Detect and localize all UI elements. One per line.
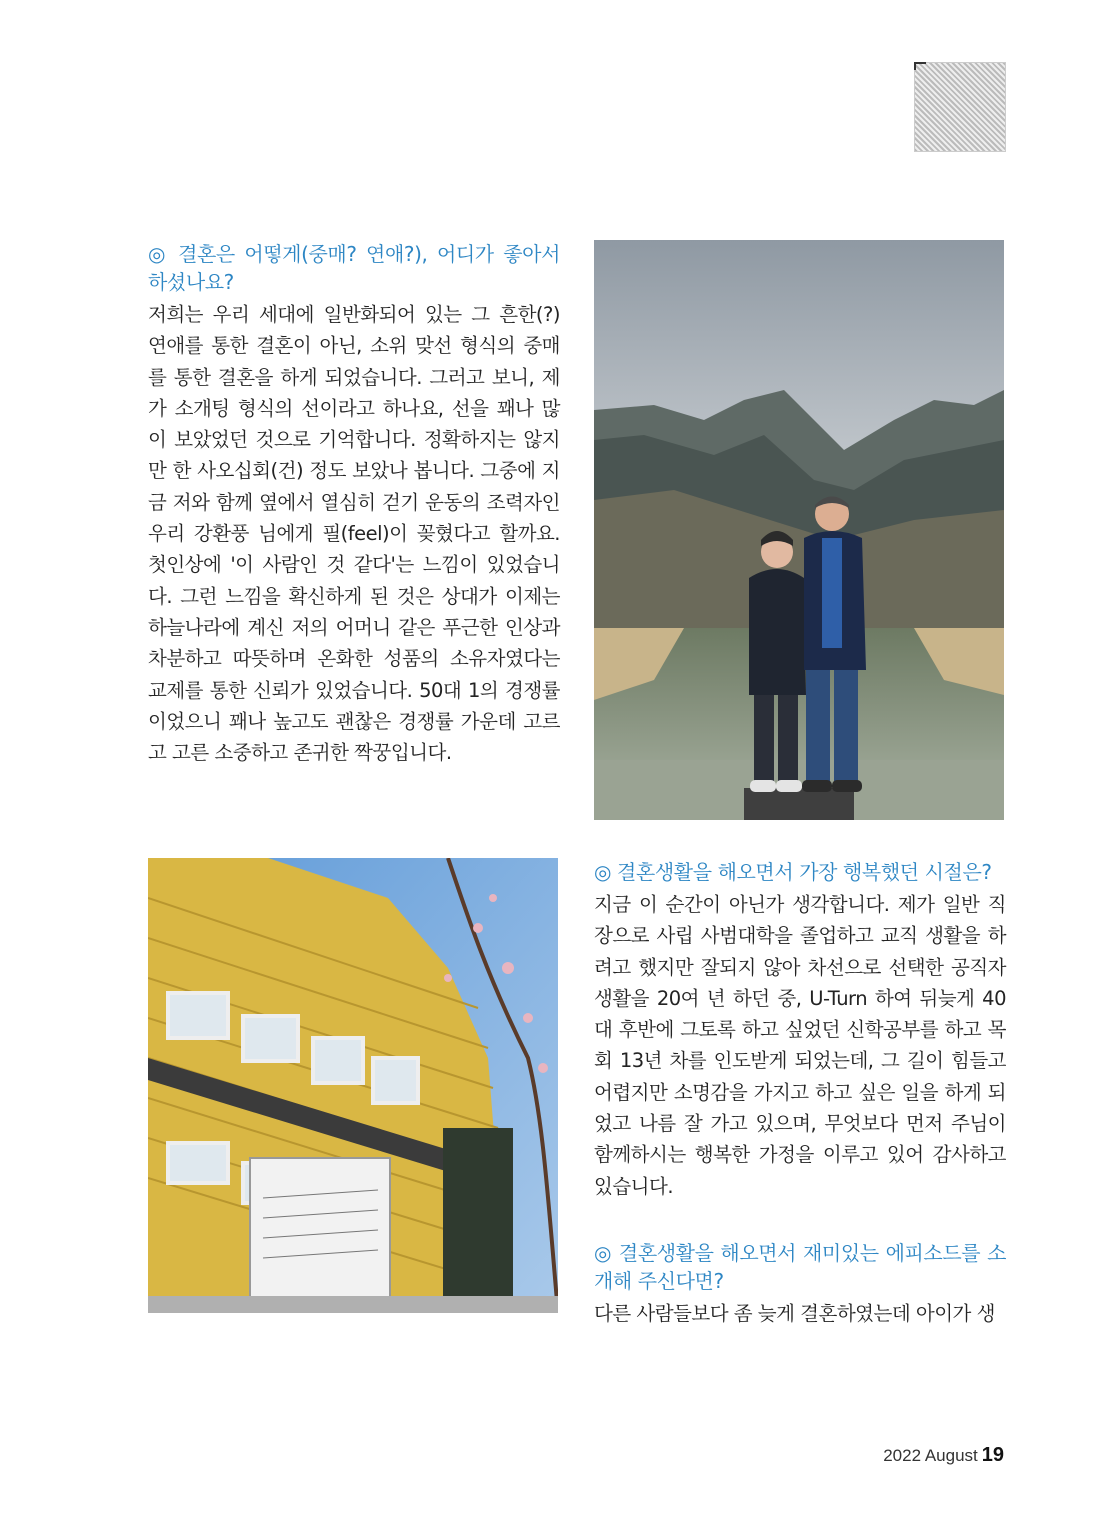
question-heading: ◎ 결혼생활을 해오면서 재미있는 에피소드를 소개해 주신다면? [594,1240,1006,1293]
question-heading: ◎ 결혼생활을 해오면서 가장 행복했던 시절은? [594,860,992,884]
page-footer [883,1444,1004,1467]
section-happiest [594,858,1006,1329]
qr-corner-mark [914,62,926,70]
question-heading: ◎ 결혼은 어떻게(중매? 연애?), 어디가 좋아서 하셨나요? [148,242,560,294]
section-marriage [148,240,560,768]
qr-code [914,62,1006,152]
couple-mountain-photo [594,240,1004,820]
page-number: 19 [981,1444,1004,1466]
answer-paragraph: 다른 사람들보다 좀 늦게 결혼하였는데 아이가 생 [594,1301,995,1325]
issue-label: 2022 August [883,1446,978,1465]
answer-paragraph: 저희는 우리 세대에 일반화되어 있는 그 흔한(?) 연애를 통한 결혼이 아닌, 소위 맞선 형식의 중매를 통한 결혼을 하게 되었습니다. 그러고 보니, 제가 소개팅 형식의 선이라고 하나요, 선을 꽤나 많이 보았었던 것으로 기억합니다. 정확하지는 않지만 한 사오십회(건) 정도 보았나 봅니다. 그중에 지금 저와 함께 옆에서 열심히 걷기 운동의 조력자인 우리 강환풍 님에게 필(feel)이 꽂혔다고 할까요. 첫인상에 '이 사람인 것 같다'는 느낌이 있었습니다. 그런 느낌을 확신하게 된 것은 상대가 이제는 하늘나라에 계신 저의 어머니 같은 푸근한 인상과 차분하고 따뜻하며 온화한 성품의 소유자였다는 교제를 통한 신뢰가 있었습니다. 50대 1의 경쟁률이었으니 꽤나 높고도 괜찮은 경쟁률 가운데 고르고 고른 소중하고 존귀한 짝꿍입니다. [148,303,560,765]
answer-paragraph: 지금 이 순간이 아닌가 생각합니다. 제가 일반 직장으로 사립 사범대학을 졸업하고 교직 생활을 하려고 했지만 잘되지 않아 차선으로 선택한 공직자 생활을 20여 년 하던 중, U-Turn 하여 뒤늦게 40대 후반에 그토록 하고 싶었던 신학공부를 하고 목회 13년 차를 인도받게 되었는데, 그 길이 힘들고 어렵지만 소명감을 가지고 하고 싶은 일을 하게 되었고 나름 잘 가고 있으며, 무엇보다 먼저 주님이 함께하시는 행복한 가정을 이루고 있어 감사하고 있습니다. [594,893,1006,1198]
church-building-photo [148,858,558,1313]
